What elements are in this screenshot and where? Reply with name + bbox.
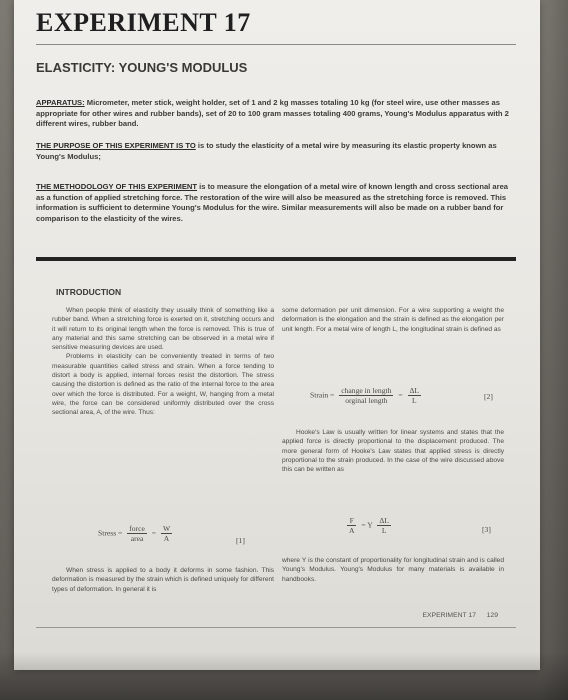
eq3-fraction-f-a — [347, 516, 356, 535]
eq1-fraction-w-a — [161, 524, 172, 543]
eq1-fraction-force-area — [127, 524, 147, 543]
intro-paragraph-2: Problems in elasticity can be conveniently treated in terms of two measurable quantities called stress and strain. When a force tending to distort a body is applied, internal forces resist the distortion. The stress causing the distortion is defined as the ratio of the internal force to the area over which the force is distributed. For a weight, W, hanging from a metal wire, the force can be considered uniformly distributed over the cross sectional area, A, of the wire. Thus: — [52, 353, 274, 417]
intro-right-paragraph-2: Hooke's Law is usually written for linear systems and states that the applied force is directly proportional to the displacement produced. The more general form of Hooke's Law states that applied stress is directly proportional to the strain produced. In the case of the wire discussed above this can be written as — [282, 429, 504, 474]
eq1-equals: = — [151, 528, 157, 538]
eq2-den1: orginal length — [345, 396, 388, 405]
eq2-lhs: Strain = — [310, 390, 335, 400]
methodology-paragraph — [36, 182, 510, 224]
methodology-label: THE METHODOLOGY OF THIS EXPERIMENT — [36, 182, 198, 191]
intro-left-column — [52, 306, 274, 418]
eq2-fraction-change-length — [339, 386, 393, 405]
eq1-den1: area — [130, 534, 144, 543]
apparatus-text: Micrometer, meter stick, weight holder, set of 1 and 2 kg masses totaling 10 kg (for steel wire, use other masses as appropriate for other wires and rubber bands), set of 20 to 100 gram masses totaling 400 grams, Young's Modulus apparatus with 2 different wires, rubber band. — [36, 98, 509, 128]
purpose-label: THE PURPOSE OF THIS EXPERIMENT IS TO — [36, 141, 196, 150]
equation-number-2: [2] — [484, 392, 493, 401]
photo-edge-shadow — [540, 0, 568, 700]
intro-right-column-mid — [282, 428, 504, 474]
equation-stress — [98, 524, 175, 543]
photo-bottom-shadow — [0, 652, 568, 700]
eq2-fraction-dl-l — [408, 386, 422, 405]
eq2-num1: change in length — [341, 386, 392, 395]
eq3-fraction-dl-l — [377, 516, 391, 535]
eq1-den2: A — [163, 534, 170, 543]
section-divider — [36, 257, 516, 261]
intro-right-paragraph-3: where Y is the constant of proportionality for longitudinal strain and is called Young's Modulus. Young's Modulus for many materials is available in handbooks. — [282, 557, 504, 583]
intro-left-column-bottom — [52, 566, 274, 594]
intro-right-column — [282, 306, 504, 334]
intro-right-paragraph-1: some deformation per unit dimension. For a wire supporting a weight the deformation is the elongation and the strain is defined as the elongation per unit length. For a metal wire of length L, the longitudinal strain is defined as — [282, 307, 504, 333]
title-rule — [36, 44, 516, 45]
experiment-subtitle: ELASTICITY: YOUNG'S MODULUS — [36, 60, 248, 75]
intro-right-column-bottom — [282, 556, 504, 584]
introduction-heading: INTRODUCTION — [56, 287, 122, 297]
eq1-lhs: Stress = — [98, 528, 123, 538]
eq3-num1: F — [347, 516, 356, 526]
eq3-den2: L — [381, 526, 387, 535]
document-page — [14, 0, 540, 670]
apparatus-label: APPARATUS: — [36, 98, 85, 107]
equation-number-1: [1] — [236, 536, 245, 545]
methodology-text: is to measure the elongation of a metal wire of known length and cross sectional area as a function of applied stretching force. The restoration of the wire will also be measured as the stretching force is removed. This information is sufficient to determine Young's Modulus for the wire. Similar measurements will also be made on a rubber band for comparison to the elasticity of the wires. — [36, 182, 509, 223]
eq3-equals-y: = Y — [361, 520, 373, 530]
equation-youngs-modulus — [344, 516, 394, 535]
footer-page-number: 129 — [486, 612, 498, 619]
equation-strain — [310, 386, 424, 405]
eq3-num2: ΔL — [379, 516, 389, 525]
footer-rule — [36, 627, 516, 628]
apparatus-paragraph — [36, 98, 510, 130]
experiment-title: EXPERIMENT 17 — [36, 8, 251, 37]
purpose-text: is to study the elasticity of a metal wire by measuring its elastic property known as Young's Modulus; — [36, 141, 497, 161]
intro-paragraph-3: When stress is applied to a body it deforms in some fashion. This deformation is measured by the strain which is defined uniquely for different types of deformation. In general it is — [52, 567, 274, 593]
eq1-num2: W — [162, 524, 171, 533]
eq2-den2: L — [411, 396, 417, 405]
eq2-num2: ΔL — [409, 386, 420, 395]
footer-experiment-label: EXPERIMENT 17 — [422, 612, 476, 619]
eq1-num1: force — [129, 524, 145, 533]
purpose-paragraph — [36, 141, 510, 162]
eq3-den1: A — [349, 526, 355, 535]
eq2-equals: = — [398, 390, 403, 400]
intro-paragraph-1: When people think of elasticity they usually think of something like a rubber band. When a stretching force is exerted on it, stretching occurs and it will return to its original length when the force is removed. This is true of any material and this same stretching can be observed in a metal wire if sensitive measuring devices are used. — [52, 307, 274, 352]
equation-number-3: [3] — [482, 525, 491, 534]
